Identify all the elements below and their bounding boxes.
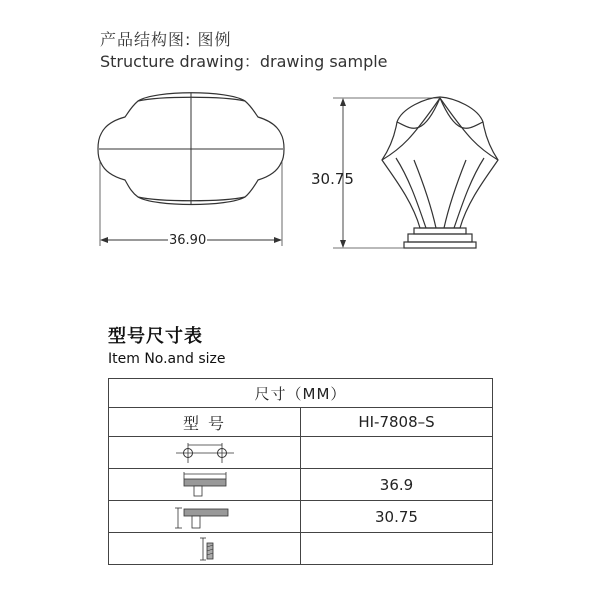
hole-spacing-value	[301, 437, 493, 469]
size-table-title-en: Item No.and size	[108, 351, 226, 367]
size-table-header: 尺寸（MM）	[109, 379, 493, 408]
screw-value	[301, 533, 493, 565]
diameter-icon	[109, 469, 301, 501]
size-table-title-cn: 型号尺寸表	[108, 326, 203, 347]
height-icon	[109, 501, 301, 533]
height-value: 30.75	[301, 501, 493, 533]
height-dimension-label: 30.75	[311, 170, 354, 188]
table-row	[109, 469, 493, 501]
side-view-outline	[382, 97, 498, 248]
model-label: 型 号	[109, 408, 301, 437]
drawing-title-cn: 产品结构图: 图例	[100, 30, 232, 49]
table-row	[109, 501, 493, 533]
hole-spacing-icon	[109, 437, 301, 469]
size-table	[108, 378, 493, 565]
screw-icon	[109, 533, 301, 565]
size-table-header-row	[109, 379, 493, 408]
drawing-title-en: Structure drawing：drawing sample	[100, 52, 388, 71]
table-row	[109, 533, 493, 565]
model-row	[109, 408, 493, 437]
diameter-value: 36.9	[301, 469, 493, 501]
width-dimension-label: 36.90	[169, 233, 207, 248]
model-value: HI-7808–S	[301, 408, 493, 437]
table-row	[109, 437, 493, 469]
